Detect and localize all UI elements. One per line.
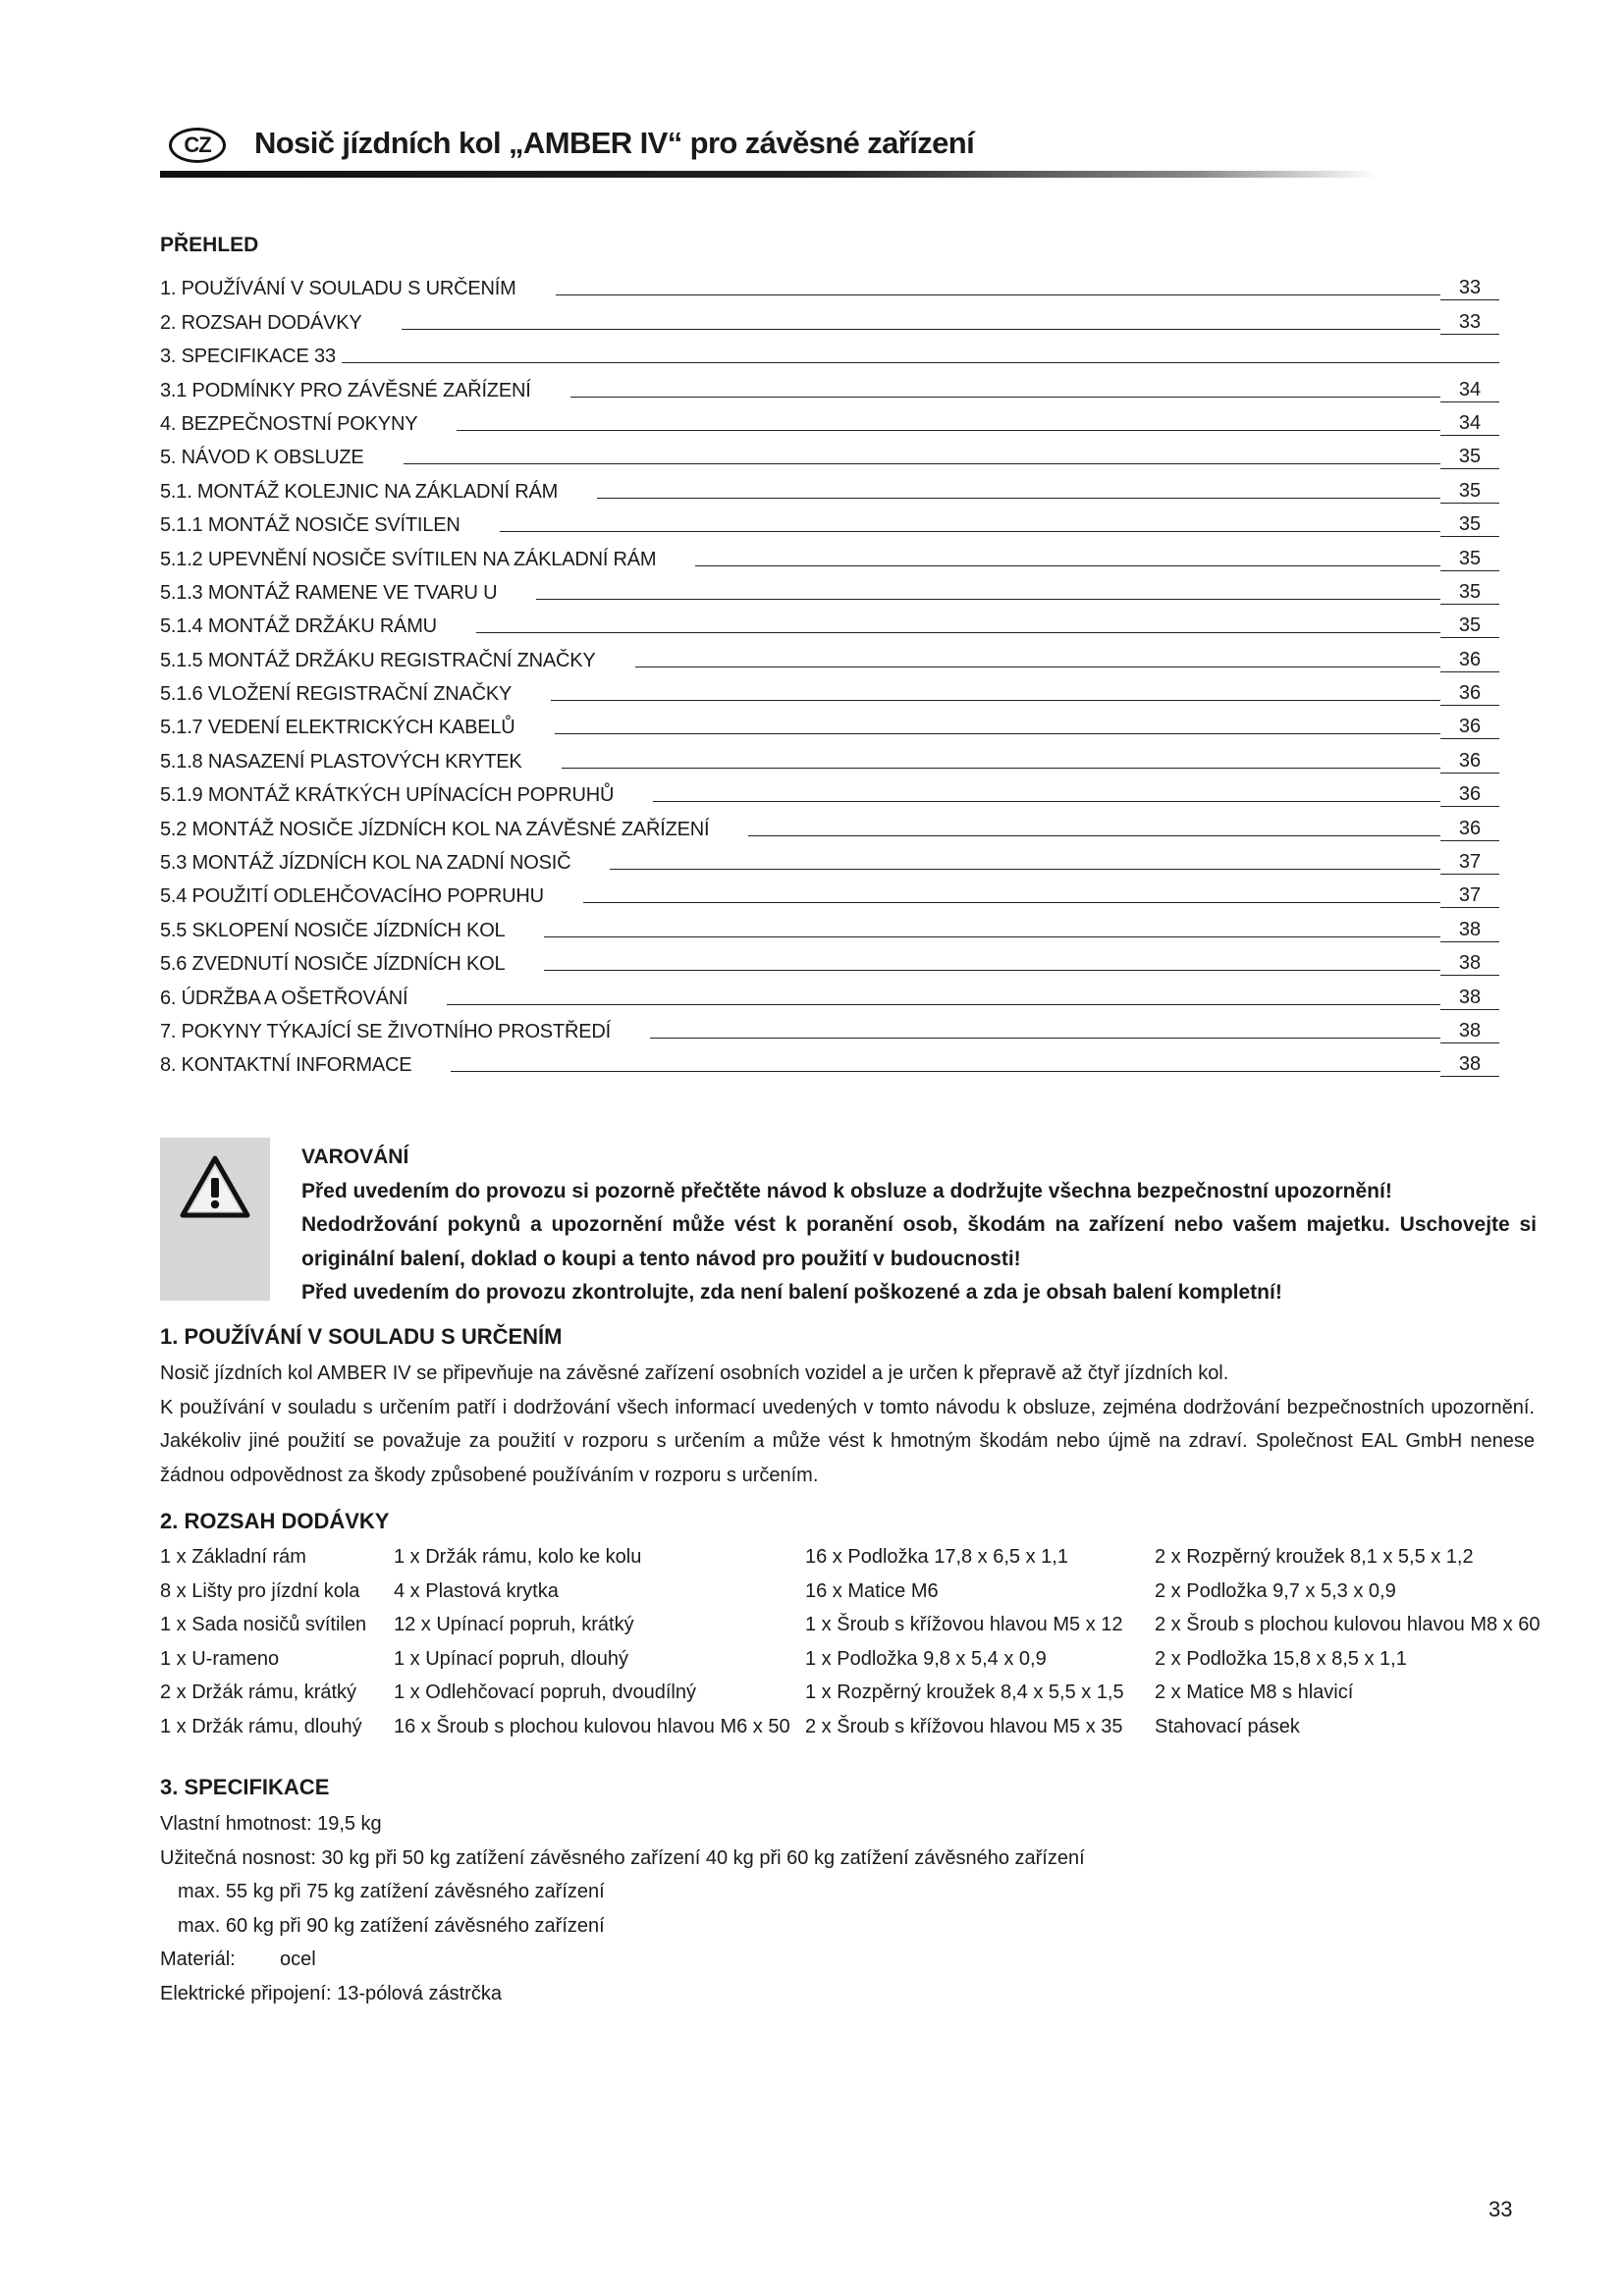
section-body xyxy=(160,1357,1535,1492)
toc-entry-label: 5.1.4 MONTÁŽ DRŽÁKU RÁMU xyxy=(160,615,437,638)
toc-entry-page: 33 xyxy=(1440,277,1499,300)
toc-entry-page: 38 xyxy=(1440,1053,1499,1077)
list-item: 16 x Šroub s plochou kulovou hlavou M6 x 50 xyxy=(394,1715,790,1737)
toc-leader-line xyxy=(695,565,1440,566)
toc-entry-label: 7. POKYNY TÝKAJÍCÍ SE ŽIVOTNÍHO PROSTŘEDÍ xyxy=(160,1020,611,1042)
delivery-column-3 xyxy=(805,1540,1124,1743)
toc-entry-page: 35 xyxy=(1440,548,1499,571)
list-item: 12 x Upínací popruh, krátký xyxy=(394,1614,634,1635)
delivery-column-2 xyxy=(394,1540,790,1743)
toc-leader-line xyxy=(583,902,1440,903)
toc-entry xyxy=(160,571,1499,605)
list-item: 1 x Podložka 9,8 x 5,4 x 0,9 xyxy=(805,1647,1047,1670)
list-item: 16 x Podložka 17,8 x 6,5 x 1,1 xyxy=(805,1546,1068,1568)
list-item: 1 x Rozpěrný kroužek 8,4 x 5,5 x 1,5 xyxy=(805,1682,1124,1703)
list-item: 1 x Držák rámu, kolo ke kolu xyxy=(394,1546,642,1568)
toc-entry xyxy=(160,537,1499,570)
toc-leader-line xyxy=(404,463,1440,464)
toc-entry xyxy=(160,976,1499,1009)
toc-entry xyxy=(160,402,1499,436)
toc-entry-page: 36 xyxy=(1440,716,1499,739)
warning-line-1: Před uvedením do provozu si pozorně přečtěte návod k obsluze a dodržujte všechna bezpečnostní upozornění! xyxy=(301,1179,1392,1202)
section-heading: 1. POUŽÍVÁNÍ V SOULADU S URČENÍM xyxy=(160,1324,563,1349)
toc-entry-label: 5.4 POUŽITÍ ODLEHČOVACÍHO POPRUHU xyxy=(160,885,544,908)
list-item: 1 x Základní rám xyxy=(160,1546,306,1568)
spec-payload-2: max. 55 kg při 75 kg zatížení závěsného zařízení xyxy=(178,1881,605,1903)
toc-entry-page: 35 xyxy=(1440,581,1499,605)
toc-leader-line xyxy=(500,531,1440,532)
list-item: 16 x Matice M6 xyxy=(805,1579,939,1602)
toc-entry xyxy=(160,300,1499,334)
toc-entry xyxy=(160,908,1499,941)
toc-entry-page: 37 xyxy=(1440,851,1499,875)
toc-entry-page: 38 xyxy=(1440,952,1499,976)
list-item: 1 x Držák rámu, dlouhý xyxy=(160,1715,362,1737)
toc-entry xyxy=(160,469,1499,503)
toc-leader-line xyxy=(402,329,1440,330)
spec-payload-3: max. 60 kg při 90 kg zatížení závěsného zařízení xyxy=(178,1914,605,1937)
list-item: 2 x Podložka 9,7 x 5,3 x 0,9 xyxy=(1155,1579,1396,1602)
toc-leader-line xyxy=(570,397,1440,398)
page-header xyxy=(160,124,1378,183)
toc-entry-page: 36 xyxy=(1440,750,1499,774)
toc-entry-label: 5.3 MONTÁŽ JÍZDNÍCH KOL NA ZADNÍ NOSIČ xyxy=(160,852,571,875)
toc-entry-label: 5.5 SKLOPENÍ NOSIČE JÍZDNÍCH KOL xyxy=(160,919,506,941)
delivery-list xyxy=(160,1540,1554,1756)
toc-entry-page: 38 xyxy=(1440,1020,1499,1043)
toc-leader-line xyxy=(457,430,1440,431)
list-item: 2 x Podložka 15,8 x 8,5 x 1,1 xyxy=(1155,1647,1407,1670)
page-number: 33 xyxy=(1489,2197,1513,2221)
toc-entry-label: 5.1.7 VEDENÍ ELEKTRICKÝCH KABELŮ xyxy=(160,717,515,739)
toc-entry-label: 5.1.8 NASAZENÍ PLASTOVÝCH KRYTEK xyxy=(160,750,522,773)
list-item: Stahovací pásek xyxy=(1155,1715,1300,1737)
toc-entry-page: 34 xyxy=(1440,379,1499,402)
toc-leader-line xyxy=(650,1038,1440,1039)
toc-leader-line xyxy=(476,632,1440,633)
toc-entry-label: 5.1.6 VLOŽENÍ REGISTRAČNÍ ZNAČKY xyxy=(160,683,513,706)
toc-entry-page: 35 xyxy=(1440,446,1499,469)
spec-payload: Užitečná nosnost: 30 kg při 50 kg zatížení závěsného zařízení 40 kg při 60 kg zatížení závěsného zařízení xyxy=(160,1846,1085,1869)
toc-entry-label: 4. BEZPEČNOSTNÍ POKYNY xyxy=(160,412,418,435)
toc-leader-line xyxy=(551,700,1440,701)
toc-leader-line xyxy=(544,970,1440,971)
toc-leader-line xyxy=(447,1004,1440,1005)
list-item: 1 x Sada nosičů svítilen xyxy=(160,1614,367,1635)
toc-leader-line xyxy=(562,768,1440,769)
toc-leader-line xyxy=(610,869,1440,870)
toc-entry-label: 5.1. MONTÁŽ KOLEJNIC NA ZÁKLADNÍ RÁM xyxy=(160,480,559,503)
warning-triangle-icon xyxy=(180,1154,250,1219)
toc-entry-page: 38 xyxy=(1440,987,1499,1010)
toc-entry xyxy=(160,1043,1499,1077)
toc-entry-page: 36 xyxy=(1440,649,1499,672)
toc-entry-label: 5.2 MONTÁŽ NOSIČE JÍZDNÍCH KOL NA ZÁVĚSNÉ ZAŘÍZENÍ xyxy=(160,818,710,840)
list-item: 1 x U-rameno xyxy=(160,1647,280,1670)
toc-entry-label: 5. NÁVOD K OBSLUZE xyxy=(160,447,364,469)
toc-entry xyxy=(160,739,1499,773)
toc-entry-page: 36 xyxy=(1440,682,1499,706)
toc-entry-page: 36 xyxy=(1440,783,1499,807)
list-item: 2 x Rozpěrný kroužek 8,1 x 5,5 x 1,2 xyxy=(1155,1546,1474,1568)
language-badge: CZ xyxy=(169,128,226,163)
section-body xyxy=(160,1807,1535,2011)
delivery-column-4 xyxy=(1155,1540,1540,1743)
spec-weight: Vlastní hmotnost: 19,5 kg xyxy=(160,1813,382,1835)
toc-entry-label: 1. POUŽÍVÁNÍ V SOULADU S URČENÍM xyxy=(160,278,516,300)
toc-entry xyxy=(160,807,1499,840)
toc-entry-label: 3.1 PODMÍNKY PRO ZÁVĚSNÉ ZAŘÍZENÍ xyxy=(160,379,531,401)
toc-entry-label: 5.1.2 UPEVNĚNÍ NOSIČE SVÍTILEN NA ZÁKLADNÍ RÁM xyxy=(160,548,657,570)
toc-entry xyxy=(160,774,1499,807)
warning-text xyxy=(301,1141,1537,1310)
toc-leader-line xyxy=(544,936,1440,937)
table-of-contents xyxy=(160,267,1499,1077)
section-delivery-scope xyxy=(160,1506,1535,1541)
warning-icon-box xyxy=(160,1138,270,1301)
toc-entry-label: 5.1.9 MONTÁŽ KRÁTKÝCH UPÍNACÍCH POPRUHŮ xyxy=(160,784,615,807)
section-heading: 2. ROZSAH DODÁVKY xyxy=(160,1509,390,1533)
warning-title: VAROVÁNÍ xyxy=(301,1146,409,1168)
toc-entry-label: 5.6 ZVEDNUTÍ NOSIČE JÍZDNÍCH KOL xyxy=(160,953,506,976)
spec-material-value: ocel xyxy=(280,1949,316,1971)
list-item: 1 x Upínací popruh, dlouhý xyxy=(394,1647,629,1670)
list-item: 2 x Matice M8 s hlavicí xyxy=(1155,1682,1354,1703)
list-item: 8 x Lišty pro jízdní kola xyxy=(160,1579,360,1602)
toc-entry-page: 35 xyxy=(1440,480,1499,504)
spec-electric: Elektrické připojení: 13-pólová zástrčka xyxy=(160,1982,502,2004)
toc-entry xyxy=(160,605,1499,638)
list-item: 1 x Odlehčovací popruh, dvoudílný xyxy=(394,1682,696,1703)
list-item: 4 x Plastová krytka xyxy=(394,1579,559,1602)
toc-entry xyxy=(160,638,1499,671)
toc-entry xyxy=(160,942,1499,976)
section-heading: 3. SPECIFIKACE xyxy=(160,1775,330,1799)
toc-entry xyxy=(160,335,1499,368)
toc-leader-line xyxy=(748,835,1440,836)
list-item: 2 x Šroub s křížovou hlavou M5 x 35 xyxy=(805,1715,1123,1737)
section-specifications xyxy=(160,1772,1535,2011)
toc-entry xyxy=(160,504,1499,537)
warning-line-3: Před uvedením do provozu zkontrolujte, zda není balení poškozené a zda je obsah balení kompletní! xyxy=(301,1281,1282,1304)
toc-entry-page: 37 xyxy=(1440,884,1499,908)
toc-leader-line xyxy=(451,1071,1440,1072)
toc-entry-page: 38 xyxy=(1440,919,1499,942)
toc-heading: PŘEHLED xyxy=(160,234,259,256)
toc-entry xyxy=(160,841,1499,875)
toc-entry-page: 35 xyxy=(1440,513,1499,537)
toc-leader-line xyxy=(653,801,1440,802)
list-item: 2 x Šroub s plochou kulovou hlavou M8 x 60 xyxy=(1155,1614,1541,1635)
toc-entry xyxy=(160,1010,1499,1043)
toc-entry-label: 8. KONTAKTNÍ INFORMACE xyxy=(160,1054,412,1077)
toc-entry-label: 5.1.3 MONTÁŽ RAMENE VE TVARU U xyxy=(160,581,498,604)
toc-leader-line xyxy=(536,599,1440,600)
page-title: Nosič jízdních kol „AMBER IV“ pro závěsné zařízení xyxy=(254,126,975,160)
list-item: 1 x Šroub s křížovou hlavou M5 x 12 xyxy=(805,1614,1123,1635)
toc-leader-line xyxy=(556,294,1440,295)
toc-entry-page: 34 xyxy=(1440,412,1499,436)
spec-material-label: Materiál: xyxy=(160,1949,236,1971)
toc-entry-label: 3. SPECIFIKACE 33 xyxy=(160,346,336,368)
list-item: 2 x Držák rámu, krátký xyxy=(160,1682,357,1703)
toc-leader-line xyxy=(555,733,1440,734)
delivery-column-1 xyxy=(160,1540,366,1743)
toc-entry-page: 35 xyxy=(1440,614,1499,638)
spec-material xyxy=(160,1943,1535,1977)
toc-entry-page: 36 xyxy=(1440,818,1499,841)
toc-entry xyxy=(160,436,1499,469)
toc-entry xyxy=(160,672,1499,706)
toc-entry-label: 5.1.5 MONTÁŽ DRŽÁKU REGISTRAČNÍ ZNAČKY xyxy=(160,649,596,671)
toc-entry xyxy=(160,875,1499,908)
paragraph: Nosič jízdních kol AMBER IV se připevňuje na závěsné zařízení osobních vozidel a je určen k přepravě až čtyř jízdních kol. xyxy=(160,1362,1229,1384)
toc-entry xyxy=(160,267,1499,300)
toc-entry-page: 33 xyxy=(1440,311,1499,335)
section-intended-use xyxy=(160,1321,1535,1492)
toc-entry-label: 2. ROZSAH DODÁVKY xyxy=(160,311,362,334)
paragraph: K používání v souladu s určením patří i dodržování všech informací uvedených v tomto návodu k obsluze, zejména dodržování bezpečnostních upozornění. Jakékoliv jiné použití se považuje za použití v rozporu s určením a může vést k hmotným škodám nebo újmě na zdraví. Společnost EAL GmbH nenese žádnou odpovědnost za škody způsobené používáním v rozporu s určením. xyxy=(160,1396,1535,1486)
toc-entry-label: 6. ÚDRŽBA A OŠETŘOVÁNÍ xyxy=(160,987,408,1009)
warning-line-2: Nedodržování pokynů a upozornění může vést k poranění osob, škodám na zařízení nebo vašem majetku. Uschovejte si originální balení, doklad o koupi a tento návod pro použití v budoucnosti! xyxy=(301,1213,1537,1270)
toc-leader-line xyxy=(597,498,1440,499)
toc-entry xyxy=(160,368,1499,401)
toc-leader-line xyxy=(342,362,1499,363)
toc-entry-label: 5.1.1 MONTÁŽ NOSIČE SVÍTILEN xyxy=(160,514,460,537)
toc-entry xyxy=(160,706,1499,739)
header-rule xyxy=(160,171,1378,178)
